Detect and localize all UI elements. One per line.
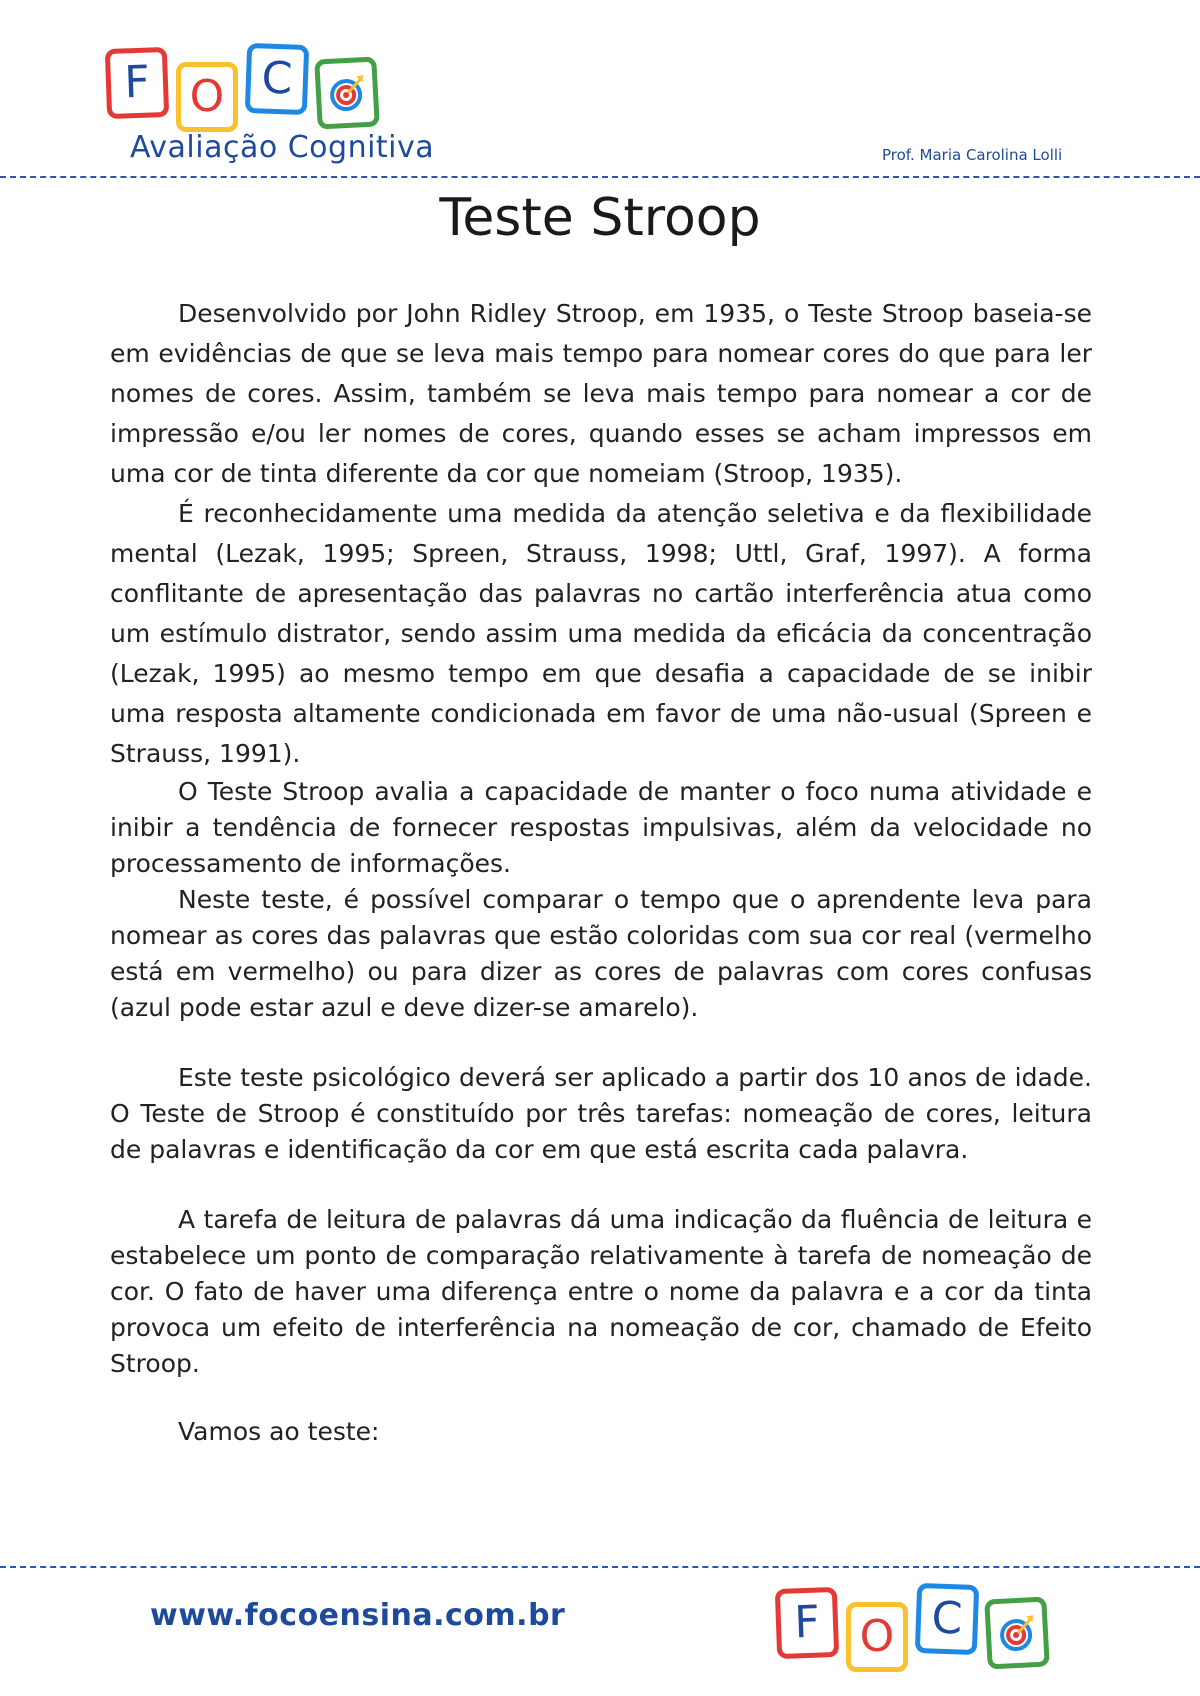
logo-block-c (245, 43, 309, 115)
author-name: Prof. Maria Carolina Lolli (882, 146, 1063, 164)
page-title: Teste Stroop (439, 188, 761, 248)
website-link[interactable]: www.focoensina.com.br (150, 1598, 566, 1633)
footer-divider (0, 1566, 1200, 1568)
lead-in-text: Vamos ao teste: (178, 1417, 380, 1446)
logo-letter-f: F (123, 56, 151, 109)
logo-block-target (314, 56, 380, 129)
logo-block-f (775, 1587, 839, 1659)
logo-letter-f: F (793, 1596, 821, 1649)
logo-block-o (176, 62, 238, 132)
logo-block-f (105, 47, 169, 119)
logo-letter-o: O (859, 1611, 895, 1662)
paragraph-6: A tarefa de leitura de palavras dá uma indicação da fluência de leitura e estabelece um ponto de comparação relativamente à tarefa de nomeação de cor. O fato de haver uma diferença entre o nome da palavra e a cor da tinta provoca um efeito de interferência na nomeação de cor, chamado de Efeito Stroop. (110, 1205, 1092, 1378)
logo-letter-c: C (930, 1592, 964, 1645)
foco-logo-footer (776, 1584, 1056, 1672)
paragraph-4: Neste teste, é possível comparar o tempo que o aprendente leva para nomear as cores das palavras que estão coloridas com sua cor real (vermelho está em vermelho) ou para dizer as cores de palavras com cores confusas (azul pode estar azul e deve dizer-se amarelo). (110, 885, 1092, 1022)
logo-letter-o: O (189, 71, 225, 122)
page-header (0, 0, 1200, 176)
paragraph-1: Desenvolvido por John Ridley Stroop, em 1935, o Teste Stroop baseia-se em evidências de que se leva mais tempo para nomear cores do que para ler nomes de cores. Assim, também se leva mais tempo para nomear a cor de impressão e/ou ler nomes de cores, quando esses se acham impressos em uma cor de tinta diferente da cor que nomeiam (Stroop, 1935). (110, 299, 1092, 488)
target-icon (996, 1612, 1038, 1654)
foco-logo (106, 44, 386, 132)
article-body (110, 294, 1092, 1452)
logo-letter-c: C (260, 52, 294, 105)
logo-block-target (984, 1596, 1050, 1669)
header-divider (0, 176, 1200, 178)
logo-block-o (846, 1602, 908, 1672)
logo-block-c (915, 1583, 979, 1655)
paragraph-3: O Teste Stroop avalia a capacidade de manter o foco numa atividade e inibir a tendência de fornecer respostas impulsivas, além da velocidade no processamento de informações. (110, 777, 1092, 878)
target-icon (326, 72, 368, 114)
paragraph-5: Este teste psicológico deverá ser aplicado a partir dos 10 anos de idade. O Teste de Stroop é constituído por três tarefas: nomeação de cores, leitura de palavras e identificação da cor em que está escrita cada palavra. (110, 1063, 1092, 1164)
header-subtitle: Avaliação Cognitiva (130, 130, 435, 165)
paragraph-2: É reconhecidamente uma medida da atenção seletiva e da flexibilidade mental (Lezak, 1995; Spreen, Strauss, 1998; Uttl, Graf, 1997). A forma conflitante de apresentação das palavras no cartão interferência atua como um estímulo distrator, sendo assim uma medida da eficácia da concentração (Lezak, 1995) ao mesmo tempo em que desafia a capacidade de se inibir uma resposta altamente condicionada em favor de uma não-usual (Spreen e Strauss, 1991). (110, 499, 1092, 768)
